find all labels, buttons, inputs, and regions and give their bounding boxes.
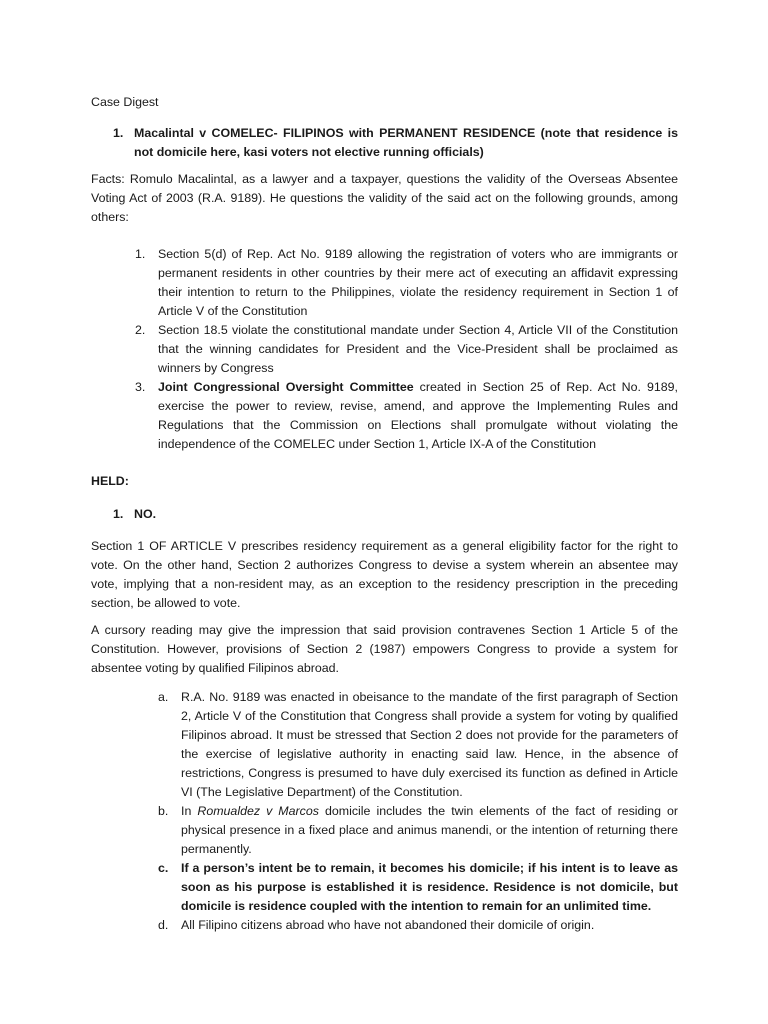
list-item <box>158 688 678 802</box>
list-item <box>158 916 678 935</box>
list-item-number: 3. <box>135 380 146 394</box>
list-item-text: Section 18.5 violate the constitutional mandate under Section 4, Article VII of the Constitution that the winning candidates for President and the Vice-President shall be proclaimed as winners by Congress <box>158 323 678 375</box>
body-paragraph: A cursory reading may give the impression that said provision contravenes Section 1 Article 5 of the Constitution. However, provisions of Section 2 (1987) empowers Congress to provide a system for absentee voting by qualified Filipinos abroad. <box>91 623 678 675</box>
list-item-text <box>181 802 678 859</box>
facts-paragraph <box>91 170 678 227</box>
held-answer <box>91 505 678 524</box>
list-item-text: All Filipino citizens abroad who have not abandoned their domicile of origin. <box>181 918 595 932</box>
list-item-number: 1. <box>135 247 146 261</box>
facts-label: Facts: <box>91 172 125 186</box>
list-item-text <box>158 378 678 454</box>
list-item-marker: a. <box>158 690 169 704</box>
held-answer-text: NO. <box>134 507 157 521</box>
grounds-list <box>91 245 678 454</box>
list-item <box>135 321 678 378</box>
case-name: Romualdez v Marcos <box>197 804 319 818</box>
list-item <box>135 378 678 454</box>
list-item <box>135 245 678 321</box>
document-heading: Case Digest <box>91 95 159 109</box>
list-item-rest: domicile includes the twin elements of the fact of residing or physical presence in a fixed place and animus manendi, or the intention of returning there permanently. <box>181 804 679 856</box>
case-number: 1. <box>113 126 124 140</box>
list-item-marker: b. <box>158 804 169 818</box>
list-item-text: If a person’s intent be to remain, it becomes his domicile; if his intent is to leave as soon as his purpose is established it is residence. Residence is not domicile, but domicile is residence coupled with the intention to remain for an unlimited time. <box>181 861 678 913</box>
case-title-text: Macalintal v COMELEC- FILIPINOS with PERMANENT RESIDENCE (note that residence is not domicile here, kasi voters not elective running officials) <box>134 126 678 159</box>
sub-points-list <box>91 688 678 935</box>
list-item-marker: d. <box>158 918 169 932</box>
list-item <box>158 859 678 916</box>
list-item-bold-lead: Joint Congressional Oversight Committee <box>158 380 414 394</box>
list-item-text: Section 5(d) of Rep. Act No. 9189 allowing the registration of voters who are immigrants or permanent residents in other countries by their mere act of executing an affidavit expressing their intention to return to the Philippines, violate the residency requirement in Section 1 of Article V of the Constitution <box>158 247 678 318</box>
list-item-lead: In <box>181 804 198 818</box>
list-item-text: R.A. No. 9189 was enacted in obeisance to the mandate of the first paragraph of Section 2, Article V of the Constitution that Congress shall provide a system for voting by qualified Filipinos abroad. It must be stressed that Section 2 does not provide for the parameters of the exercise of legislative authority in enacting said law. Hence, in the absence of restrictions, Congress is presumed to have duly exercised its function as defined in Article VI (The Legislative Department) of the Constitution. <box>181 690 678 799</box>
held-label: HELD: <box>91 474 129 488</box>
list-item <box>158 802 679 859</box>
held-answer-number: 1. <box>113 507 124 521</box>
list-item-rest: created in Section 25 of Rep. Act No. 9189, exercise the power to review, revise, amend, and approve the Implementing Rules and Regulations that the Commission on Elections shall promulgate without violating the independence of the COMELEC under Section 1, Article IX-A of the Constitution <box>158 380 678 451</box>
facts-text: Romulo Macalintal, as a lawyer and a taxpayer, questions the validity of the Overseas Absentee Voting Act of 2003 (R.A. 9189). He questions the validity of the said act on the following grounds, among others: <box>91 172 678 224</box>
list-item-marker: c. <box>158 861 169 875</box>
case-title <box>91 124 678 162</box>
body-paragraph: Section 1 OF ARTICLE V prescribes residency requirement as a general eligibility factor for the right to vote. On the other hand, Section 2 authorizes Congress to devise a system wherein an absentee may vote, implying that a non-resident may, as an exception to the residency prescription in the preceding section, be allowed to vote. <box>91 539 678 610</box>
list-item-number: 2. <box>135 323 146 337</box>
